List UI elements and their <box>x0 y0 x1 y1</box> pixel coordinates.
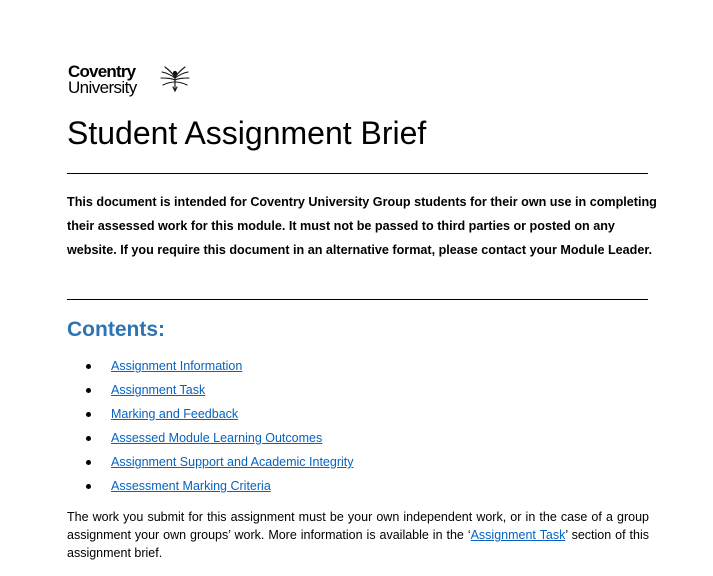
contents-link-support-and-integrity[interactable]: Assignment Support and Academic Integrity <box>111 455 354 469</box>
contents-heading: Contents: <box>67 318 165 341</box>
contents-link-assignment-task[interactable]: Assignment Task <box>111 383 206 397</box>
top-divider <box>67 173 648 174</box>
usage-notice: This document is intended for Coventry University Group students for their own use in completing their assessed work for this module. It must not be passed to third parties or posted on any website. If you require this document in an alternative format, please contact your Module Leader. <box>67 195 657 257</box>
bullet-icon <box>86 412 91 417</box>
logo-line-2: University <box>68 78 137 97</box>
assignment-task-inline-link[interactable]: Assignment Task <box>470 528 566 542</box>
bullet-icon <box>86 364 91 369</box>
logo-wordmark <box>68 63 137 96</box>
contents-link-marking-and-feedback[interactable]: Marking and Feedback <box>111 407 239 421</box>
page-title: Student Assignment Brief <box>67 115 427 151</box>
bullet-icon <box>86 460 91 465</box>
contents-link-assignment-information[interactable]: Assignment Information <box>111 359 243 373</box>
bullet-icon <box>86 484 91 489</box>
paragraph-text-before: The work you submit for this assignment must be your own independent work, or in the case of a group assignment your own groups’ work. More information is available in the ‘ <box>67 510 649 542</box>
bullet-icon <box>86 436 91 441</box>
contents-link-marking-criteria[interactable]: Assessment Marking Criteria <box>111 479 271 493</box>
coventry-university-logo <box>68 63 198 99</box>
bottom-divider <box>67 299 648 300</box>
independent-work-paragraph <box>67 508 649 562</box>
phoenix-icon <box>159 63 191 93</box>
bullet-icon <box>86 388 91 393</box>
logo-line-1: Coventry <box>68 62 136 81</box>
paragraph-text-after: ’ section of this assignment brief. <box>67 528 649 560</box>
contents-link-learning-outcomes[interactable]: Assessed Module Learning Outcomes <box>111 431 323 445</box>
